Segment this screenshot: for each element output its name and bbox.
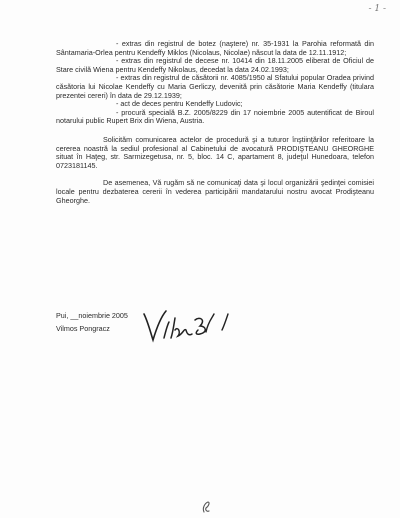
list-item: - procură specială B.Z. 2005/8229 din 17 noiembrie 2005 autentificat de Biroul notarului public Rupert Brix din Wiena, Austria. (56, 107, 374, 126)
meeting-paragraph: De asemenea, Vă rugăm să ne comunicaţi data şi locul organizării şedinţei comisiei locale pentru dezbaterea cererii în vederea participării mandatarului nostru avocat Prodişteanu Gheorghe. (56, 178, 374, 205)
request-paragraph: Solicităm comunicarea actelor de procedură şi a tuturor înştiinţărilor referitoare la cererea noastră la sediul profesional al Cabinetului de avocatură PRODIŞTEANU GHEORGHE situat în Haţeg, str. Sarmizegetusa, nr. 5, bloc. 14 C, apartament 8, judeţul Hunedoara, telefon 0723181145. (56, 134, 374, 170)
document-body (56, 40, 374, 205)
list-item: - extras din registrul de decese nr. 10414 din 18.11.2005 eliberat de Oficiul de Stare civilă Wiena pentru Kendeffy Nikolaus, decedat la data 24.02.1993; (56, 56, 374, 74)
handwritten-mark (199, 500, 213, 514)
signatory-name: Vilmos Pongracz (56, 324, 110, 333)
page-number-mark: - 1 - (368, 4, 386, 14)
list-item: - extras din registrul de botez (naştere) nr. 35-1931 la Parohia reformată din Sântamaria-Orlea pentru Kendeffy Miklos (Nicolaus, Nicolae) născut la data de 12.11.1912; (56, 39, 374, 57)
list-item: - extras din registrul de căsătorii nr. 4085/1950 al Sfatului popular Oradea privind căsătoria lui Nicolae Kendeffy cu Maria Gerliczy, devenită prin căsătorie Maria Kendeffy (titulara prezentei cereri) în data de 29.12.1939; (56, 73, 374, 100)
handwritten-signature (140, 308, 250, 344)
list-item: - act de deces pentru Kendeffy Ludovic; (116, 99, 243, 109)
date-line: Pui, __noiembrie 2005 (56, 311, 128, 320)
